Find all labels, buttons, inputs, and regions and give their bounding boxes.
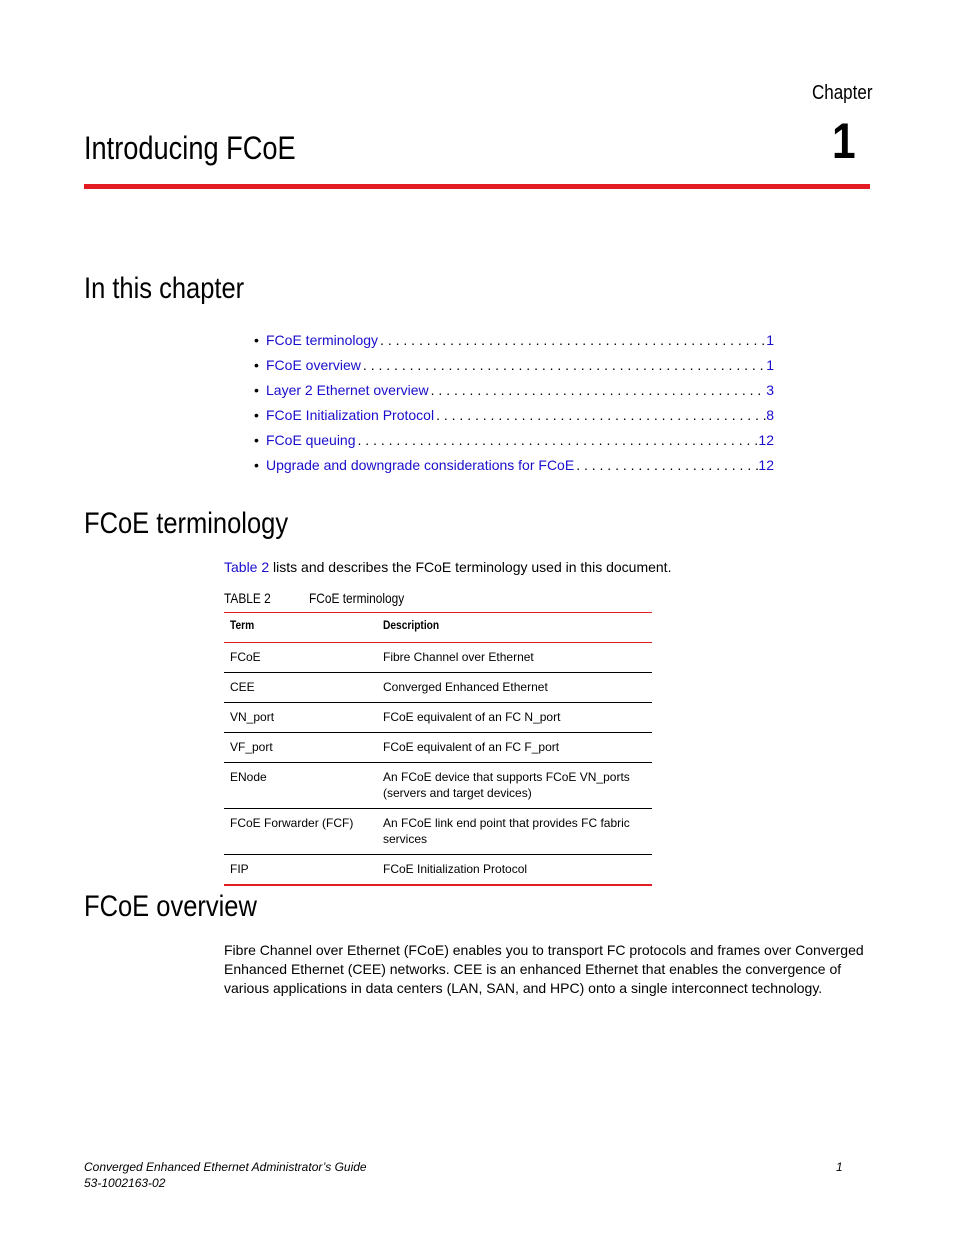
toc-bullet: •	[254, 382, 259, 398]
toc-link[interactable]: FCoE terminology	[266, 332, 379, 348]
description-cell: FCoE equivalent of an FC F_port	[383, 740, 560, 754]
description-cell: Fibre Channel over Ethernet	[383, 650, 534, 664]
chapter-label: Chapter	[812, 82, 873, 104]
chapter-number: 1	[832, 113, 856, 169]
table-row	[224, 703, 652, 733]
toc-bullet: •	[254, 407, 259, 423]
table-row	[224, 855, 652, 886]
terminology-intro	[224, 559, 671, 575]
in-this-chapter-heading: In this chapter	[84, 272, 245, 305]
table-caption	[224, 590, 405, 606]
description-cell: An FCoE link end point that provides FC fabric services	[383, 816, 630, 846]
description-cell: FCoE equivalent of an FC N_port	[383, 710, 561, 724]
toc-item[interactable]	[254, 355, 774, 380]
term-cell: FCoE	[230, 650, 261, 664]
table-label: TABLE 2	[224, 590, 271, 606]
terminology-table	[224, 612, 652, 886]
table-header-row	[224, 613, 652, 643]
toc-bullet: •	[254, 457, 259, 473]
overview-heading: FCoE overview	[84, 890, 257, 923]
toc-page-link[interactable]: 12	[758, 432, 774, 448]
term-cell: ENode	[230, 770, 267, 784]
toc-link[interactable]: FCoE overview	[266, 357, 361, 373]
toc-bullet: •	[254, 332, 259, 348]
table-row	[224, 673, 652, 703]
table-row	[224, 763, 652, 809]
term-cell: FIP	[230, 862, 249, 876]
toc-item[interactable]	[254, 455, 774, 480]
table-reference-link[interactable]: Table 2	[224, 559, 270, 575]
toc-leader-dots	[356, 430, 759, 450]
terminology-intro-text: lists and describes the FCoE terminology used in this document.	[269, 559, 672, 575]
toc-leader-dots	[429, 380, 767, 400]
table-row	[224, 733, 652, 763]
toc-page-link[interactable]: 1	[766, 332, 774, 348]
toc-link[interactable]: Upgrade and downgrade considerations for FCoE	[266, 457, 575, 473]
toc-page-link[interactable]: 8	[766, 407, 774, 423]
table-title: FCoE terminology	[309, 590, 405, 606]
footer-document-number: 53-1002163-02	[84, 1176, 166, 1190]
description-cell: Converged Enhanced Ethernet	[383, 680, 548, 694]
toc-item[interactable]	[254, 380, 774, 405]
toc-bullet: •	[254, 357, 259, 373]
table-row	[224, 809, 652, 855]
toc-link[interactable]: Layer 2 Ethernet overview	[266, 382, 429, 398]
description-cell: FCoE Initialization Protocol	[383, 862, 528, 876]
toc-item[interactable]	[254, 330, 774, 355]
toc-link[interactable]: FCoE queuing	[266, 432, 356, 448]
table-row	[224, 643, 652, 673]
toc-item[interactable]	[254, 405, 774, 430]
footer-guide-title: Converged Enhanced Ethernet Administrator’s Guide	[84, 1160, 367, 1174]
column-header-term: Term	[230, 618, 255, 632]
toc-page-link[interactable]: 3	[766, 382, 774, 398]
term-cell: VF_port	[230, 740, 273, 754]
terminology-heading: FCoE terminology	[84, 507, 289, 540]
toc-link[interactable]: FCoE Initialization Protocol	[266, 407, 435, 423]
term-cell: CEE	[230, 680, 255, 694]
toc-bullet: •	[254, 432, 259, 448]
toc-leader-dots	[574, 455, 758, 475]
toc-leader-dots	[361, 355, 766, 375]
toc-item[interactable]	[254, 430, 774, 455]
term-cell: VN_port	[230, 710, 275, 724]
toc-leader-dots	[434, 405, 766, 425]
chapter-toc	[254, 330, 774, 480]
overview-paragraph: Fibre Channel over Ethernet (FCoE) enables you to transport FC protocols and frames over Converged Enhanced Ethernet (CEE) networks. CEE is an enhanced Ethernet that enables the convergence of various applications in data centers (LAN, SAN, and HPC) onto a single interconnect technology.	[224, 942, 864, 996]
toc-leader-dots	[378, 330, 766, 350]
term-cell: FCoE Forwarder (FCF)	[230, 816, 354, 830]
toc-page-link[interactable]: 1	[766, 357, 774, 373]
chapter-title-rule	[84, 184, 870, 189]
chapter-title: Introducing FCoE	[84, 130, 296, 166]
column-header-description: Description	[383, 618, 440, 632]
footer-page-number: 1	[836, 1160, 843, 1174]
description-cell: An FCoE device that supports FCoE VN_ports (servers and target devices)	[383, 770, 630, 800]
toc-page-link[interactable]: 12	[758, 457, 774, 473]
